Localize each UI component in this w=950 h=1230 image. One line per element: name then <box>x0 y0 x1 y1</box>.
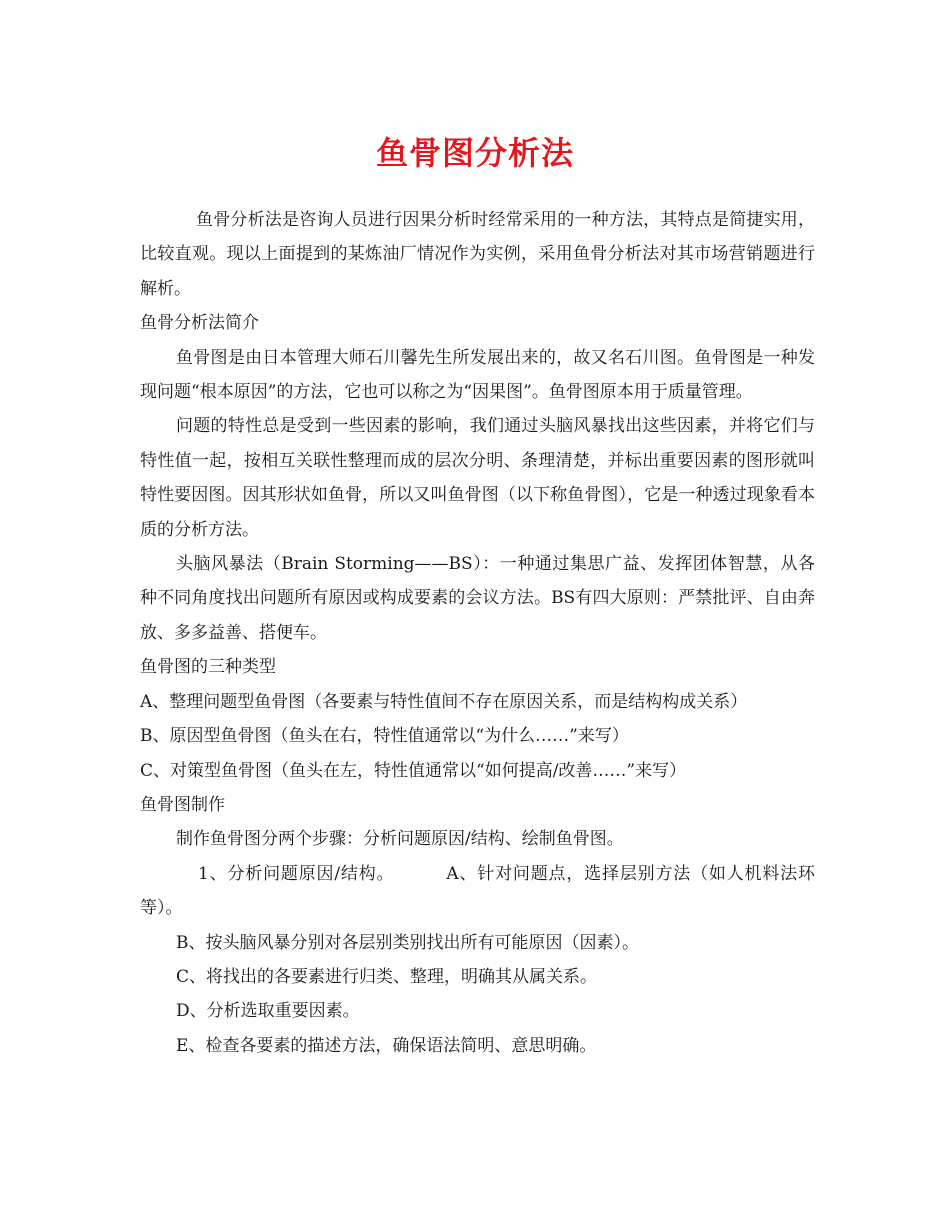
step1-label: 1、分析问题原因/结构。 <box>198 863 395 884</box>
brainstorming-paragraph: 头脑风暴法（Brain Storming——BS）：一种通过集思广益、发挥团体智慧，从各种不同角度找出问题所有原因或构成要素的会议方法。BS有四大原则：严禁批评、自由奔放、多多益善、搭便车。 <box>140 554 815 643</box>
section-heading-types: 鱼骨图的三种类型 <box>140 657 276 678</box>
step1-item-d: D、分析选取重要因素。 <box>176 1001 360 1022</box>
steps-overview-paragraph: 制作鱼骨图分两个步骤：分析问题原因/结构、绘制鱼骨图。 <box>176 829 624 850</box>
characteristics-paragraph: 问题的特性总是受到一些因素的影响，我们通过头脑风暴找出这些因素，并将它们与特性值一起，按相互关联性整理而成的层次分明、条理清楚，并标出重要因素的图形就叫特性要因图。因其形状如鱼骨，所以又叫鱼骨图（以下称鱼骨图），它是一种透过现象看本质的分析方法。 <box>140 416 815 540</box>
document-title: 鱼骨图分析法 <box>375 134 574 172</box>
step1-item-a: A、针对问题点，选择层别方法（如人机料法环等）。 <box>140 863 815 919</box>
section-heading-making: 鱼骨图制作 <box>140 794 225 815</box>
origin-paragraph: 鱼骨图是由日本管理大师石川馨先生所发展出来的，故又名石川图。鱼骨图是一种发现问题“根本原因”的方法，它也可以称之为“因果图”。鱼骨图原本用于质量管理。 <box>140 347 815 403</box>
step1-item-b: B、按头脑风暴分别对各层别类别找出所有可能原因（因素）。 <box>176 932 639 953</box>
type-c-item: C、对策型鱼骨图（鱼头在左，特性值通常以“如何提高/改善……”来写） <box>140 760 687 781</box>
document-body <box>140 203 815 1063</box>
step1-paragraph <box>140 857 815 926</box>
intro-paragraph: 鱼骨分析法是咨询人员进行因果分析时经常采用的一种方法，其特点是简捷实用，比较直观。现以上面提到的某炼油厂情况作为实例，采用鱼骨分析法对其市场营销题进行解析。 <box>140 210 815 299</box>
step1-item-e: E、检查各要素的描述方法，确保语法简明、意思明确。 <box>176 1035 597 1056</box>
type-b-item: B、原因型鱼骨图（鱼头在右，特性值通常以“为什么……”来写） <box>140 726 629 747</box>
step1-item-c: C、将找出的各要素进行归类、整理，明确其从属关系。 <box>176 966 598 987</box>
section-heading-intro: 鱼骨分析法简介 <box>140 313 259 334</box>
type-a-item: A、整理问题型鱼骨图（各要素与特性值间不存在原因关系，而是结构构成关系） <box>140 691 748 712</box>
